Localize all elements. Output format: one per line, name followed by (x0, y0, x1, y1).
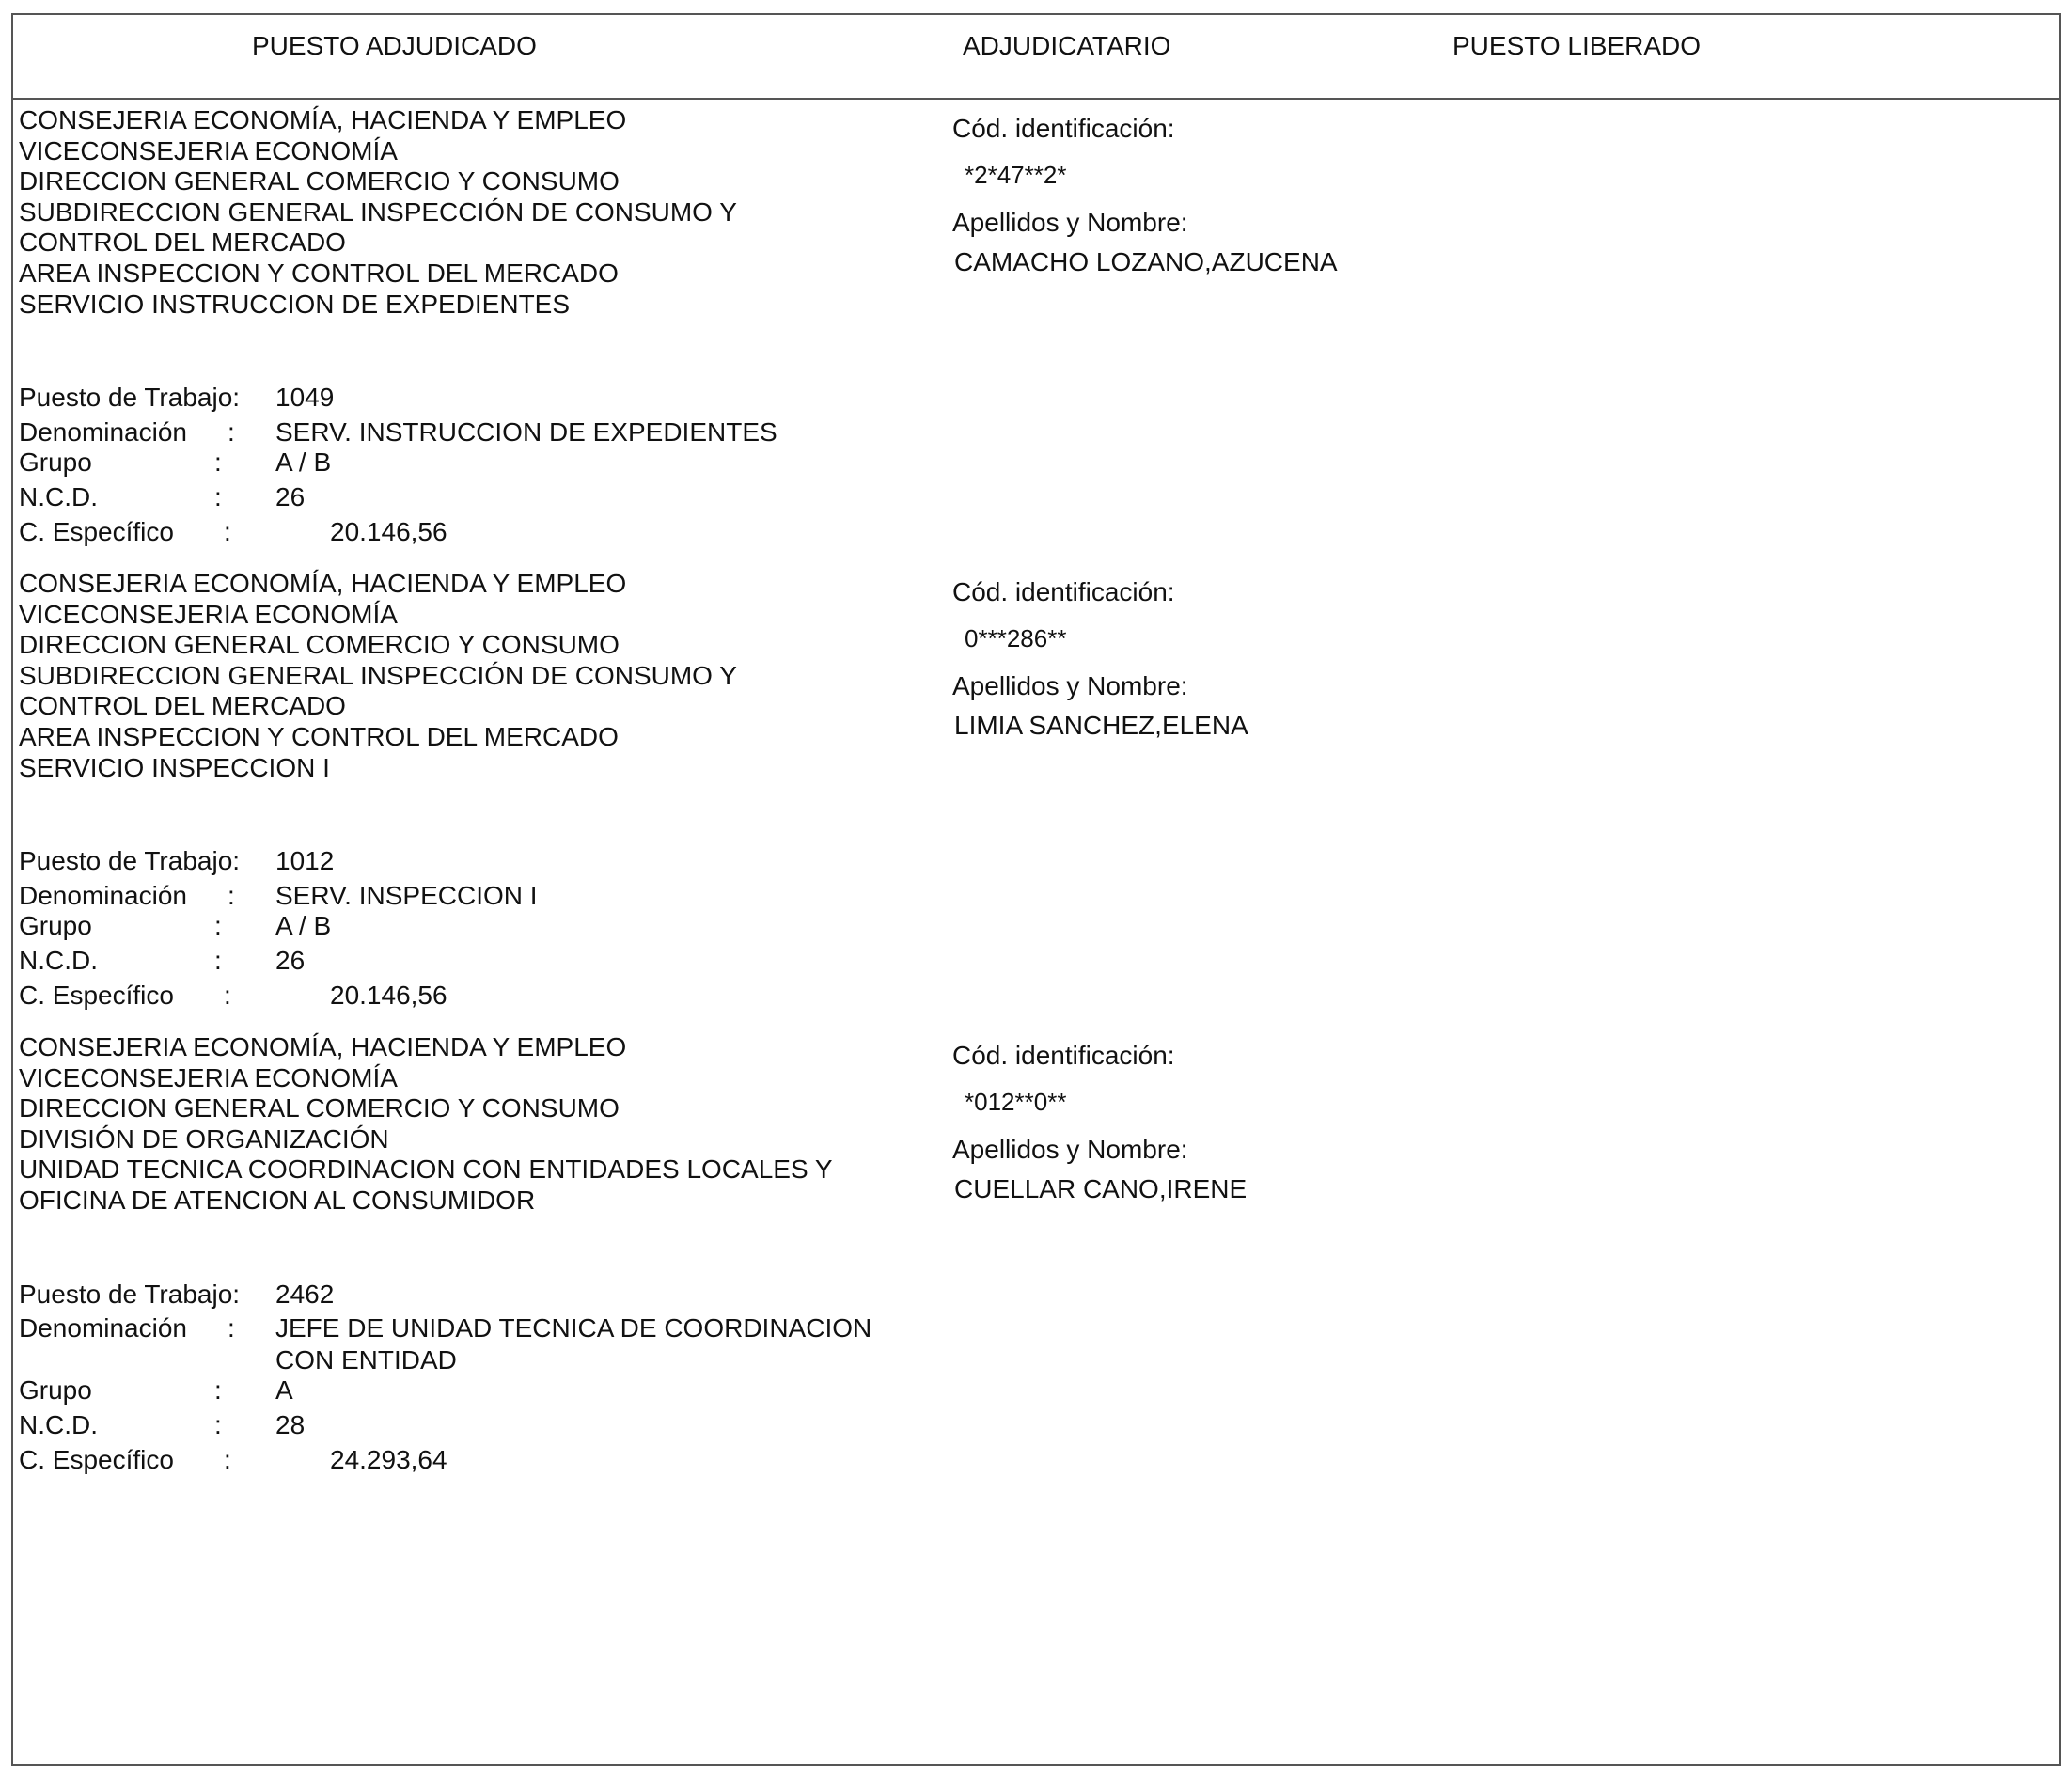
label-apellidos-nombre: Apellidos y Nombre: (952, 671, 1188, 700)
label-grupo: Grupo (19, 448, 92, 477)
colon: : (224, 1445, 231, 1474)
org-line: AREA INSPECCION Y CONTROL DEL MERCADO (19, 721, 619, 751)
colon: : (224, 517, 231, 546)
label-cod-identificacion: Cód. identificación: (952, 577, 1175, 606)
value-puesto-trabajo: 2462 (275, 1280, 335, 1309)
record (0, 1032, 2072, 1496)
value-c-especifico: 24.293,64 (330, 1445, 447, 1474)
colon: : (228, 1313, 235, 1343)
colon: : (214, 448, 222, 477)
colon: : (214, 946, 222, 975)
label-cod-identificacion: Cód. identificación: (952, 114, 1175, 143)
value-c-especifico: 20.146,56 (330, 981, 447, 1010)
org-line: SERVICIO INSPECCION I (19, 752, 330, 782)
value-cod-identificacion: *012**0** (965, 1088, 1067, 1116)
org-line: DIRECCION GENERAL COMERCIO Y CONSUMO (19, 1093, 620, 1123)
org-line: DIRECCION GENERAL COMERCIO Y CONSUMO (19, 630, 620, 660)
label-grupo: Grupo (19, 1375, 92, 1405)
org-line: DIVISIÓN DE ORGANIZACIÓN (19, 1123, 389, 1154)
org-line: CONSEJERIA ECONOMÍA, HACIENDA Y EMPLEO (19, 105, 627, 134)
value-grupo: A / B (275, 448, 332, 477)
org-line: VICECONSEJERIA ECONOMÍA (19, 135, 398, 165)
org-hierarchy (19, 1032, 833, 1217)
value-apellidos-nombre: CUELLAR CANO,IRENE (954, 1174, 1248, 1203)
header-adjudicatario: ADJUDICATARIO (963, 31, 1171, 60)
label-grupo: Grupo (19, 911, 92, 940)
label-denominacion: Denominación (19, 881, 187, 910)
label-cod-identificacion: Cód. identificación: (952, 1041, 1175, 1070)
value-apellidos-nombre: LIMIA SANCHEZ,ELENA (954, 711, 1248, 740)
org-line: VICECONSEJERIA ECONOMÍA (19, 599, 398, 629)
value-cod-identificacion: 0***286** (965, 624, 1067, 652)
colon: : (214, 911, 222, 940)
header-divider (11, 98, 2061, 100)
value-c-especifico: 20.146,56 (330, 517, 447, 546)
org-line: CONTROL DEL MERCADO (19, 691, 346, 721)
org-line: DIRECCION GENERAL COMERCIO Y CONSUMO (19, 166, 620, 196)
label-puesto-trabajo: Puesto de Trabajo: (19, 846, 241, 875)
header-puesto-liberado: PUESTO LIBERADO (1452, 31, 1702, 60)
label-apellidos-nombre: Apellidos y Nombre: (952, 208, 1188, 237)
colon: : (228, 417, 235, 447)
org-hierarchy (19, 569, 737, 783)
record (0, 105, 2072, 569)
colon: : (214, 1410, 222, 1439)
org-line: CONTROL DEL MERCADO (19, 228, 346, 258)
label-puesto-trabajo: Puesto de Trabajo: (19, 383, 241, 412)
value-grupo: A / B (275, 911, 332, 940)
value-denominacion: SERV. INSPECCION I (275, 881, 538, 910)
value-denominacion: SERV. INSTRUCCION DE EXPEDIENTES (275, 417, 777, 447)
value-ncd: 26 (275, 946, 306, 975)
label-denominacion: Denominación (19, 417, 187, 447)
label-c-especifico: C. Específico (19, 1445, 174, 1474)
org-line: CONSEJERIA ECONOMÍA, HACIENDA Y EMPLEO (19, 569, 627, 598)
value-apellidos-nombre: CAMACHO LOZANO,AZUCENA (954, 247, 1338, 276)
label-c-especifico: C. Específico (19, 517, 174, 546)
colon: : (224, 981, 231, 1010)
org-line: AREA INSPECCION Y CONTROL DEL MERCADO (19, 258, 619, 288)
value-cod-identificacion: *2*47**2* (965, 161, 1067, 189)
label-c-especifico: C. Específico (19, 981, 174, 1010)
value-puesto-trabajo: 1049 (275, 383, 335, 412)
header-puesto-adjudicado: PUESTO ADJUDICADO (252, 31, 537, 60)
org-line: OFICINA DE ATENCION AL CONSUMIDOR (19, 1185, 536, 1215)
label-puesto-trabajo: Puesto de Trabajo: (19, 1280, 241, 1309)
org-line: SUBDIRECCION GENERAL INSPECCIÓN DE CONSUMO Y (19, 196, 737, 227)
org-line: SUBDIRECCION GENERAL INSPECCIÓN DE CONSUMO Y (19, 660, 737, 690)
value-grupo: A (275, 1375, 293, 1405)
label-denominacion: Denominación (19, 1313, 187, 1343)
org-line: CONSEJERIA ECONOMÍA, HACIENDA Y EMPLEO (19, 1032, 627, 1061)
label-apellidos-nombre: Apellidos y Nombre: (952, 1135, 1188, 1164)
colon: : (214, 482, 222, 511)
value-denominacion: JEFE DE UNIDAD TECNICA DE COORDINACION CON ENTIDAD (275, 1313, 872, 1374)
value-puesto-trabajo: 1012 (275, 846, 335, 875)
org-line: VICECONSEJERIA ECONOMÍA (19, 1062, 398, 1092)
label-ncd: N.C.D. (19, 482, 98, 511)
colon: : (228, 881, 235, 910)
label-ncd: N.C.D. (19, 1410, 98, 1439)
org-line: SERVICIO INSTRUCCION DE EXPEDIENTES (19, 289, 571, 319)
label-ncd: N.C.D. (19, 946, 98, 975)
colon: : (214, 1375, 222, 1405)
org-line: UNIDAD TECNICA COORDINACION CON ENTIDADES LOCALES Y (19, 1155, 833, 1185)
value-ncd: 28 (275, 1410, 306, 1439)
org-hierarchy (19, 105, 737, 320)
record (0, 569, 2072, 1032)
value-ncd: 26 (275, 482, 306, 511)
